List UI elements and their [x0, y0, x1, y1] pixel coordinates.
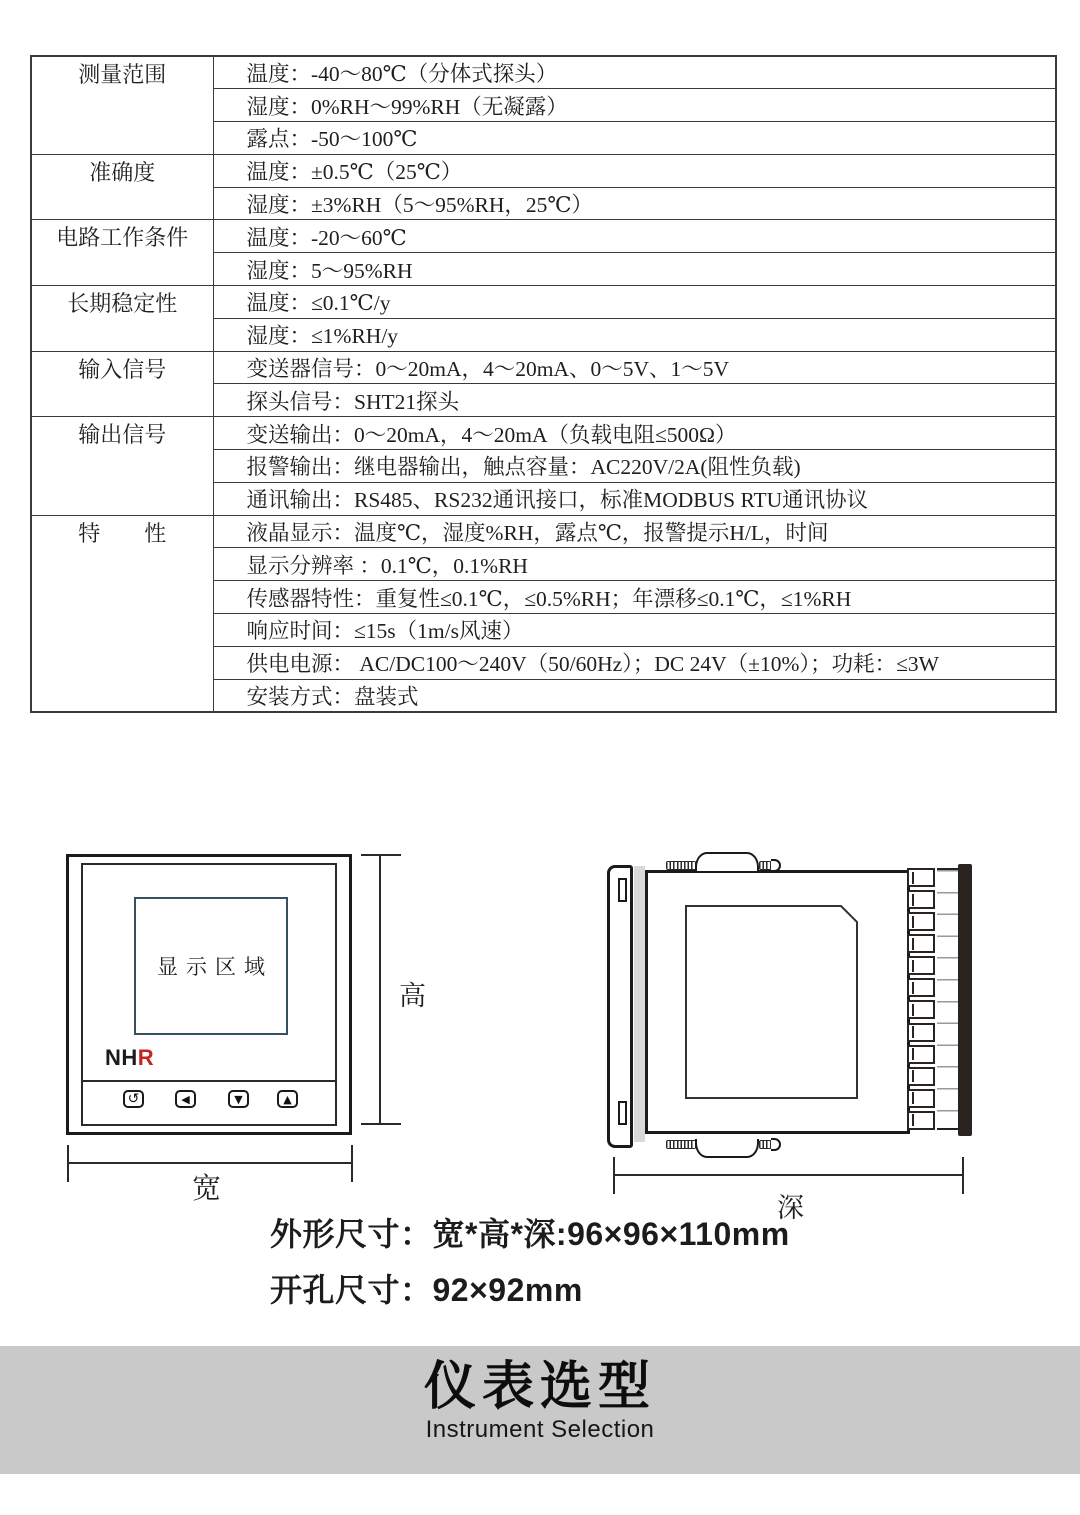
spec-value: 湿度：±3%RH（5～95%RH，25℃） — [213, 187, 1056, 220]
panel-gasket — [634, 866, 645, 1142]
spec-group-label-measure-range: 测量范围 — [31, 56, 213, 154]
spec-group-label-operating-conditions: 电路工作条件 — [31, 220, 213, 286]
spec-value: 显示分辨率 ：0.1℃，0.1%RH — [213, 548, 1056, 581]
spec-value: 探头信号：SHT21探头 — [213, 384, 1056, 417]
spec-value: 供电电源： AC/DC100～240V（50/60Hz）；DC 24V（±10%）；功耗：≤3W — [213, 646, 1056, 679]
mounting-bracket-top — [695, 852, 759, 871]
chassis-outline — [685, 905, 858, 1099]
spec-value: 通讯输出：RS485、RS232通讯接口，标准MODBUS RTU通讯协议 — [213, 482, 1056, 515]
down-button — [228, 1090, 249, 1108]
cycle-arrow-icon: ↺ — [127, 1090, 140, 1107]
height-label: 高 — [399, 981, 426, 1011]
section-subtitle: Instrument Selection — [425, 1416, 655, 1443]
terminal-block — [907, 868, 937, 1130]
terminal-comb — [937, 868, 958, 1130]
spec-group-label-features: 特 性 — [31, 515, 213, 712]
bezel-clip-top — [618, 878, 627, 902]
terminal-back-bar — [958, 864, 972, 1136]
up-arrow-icon: ▲ — [283, 1092, 292, 1106]
spec-value: 安装方式：盘装式 — [213, 679, 1056, 712]
button-strip-divider — [81, 1080, 337, 1082]
spec-value: 温度：±0.5℃（25℃） — [213, 154, 1056, 187]
spec-value: 湿度：≤1%RH/y — [213, 318, 1056, 351]
spec-value: 变送器信号：0～20mA，4～20mA、0～5V、1～5V — [213, 351, 1056, 384]
left-arrow-icon: ◀ — [181, 1092, 190, 1106]
mounting-screw-head-bottom — [771, 1138, 781, 1151]
spec-value: 露点：-50～100℃ — [213, 122, 1056, 155]
spec-group-label-output-signal: 输出信号 — [31, 417, 213, 515]
cutout-size-text: 开孔尺寸：92×92mm — [270, 1272, 583, 1308]
spec-value: 传感器特性：重复性≤0.1℃，≤0.5%RH；年漂移≤0.1℃，≤1%RH — [213, 581, 1056, 614]
height-dimension-line — [361, 854, 401, 1125]
bezel-clip-bottom — [618, 1101, 627, 1125]
spec-value: 液晶显示：温度℃，湿度%RH，露点℃，报警提示H/L，时间 — [213, 515, 1056, 548]
terminal-cell — [907, 1023, 935, 1042]
left-button — [175, 1090, 196, 1108]
brand-logo-red-letter: R — [137, 1045, 155, 1070]
instrument-front-view — [66, 854, 352, 1135]
section-title: 仪表选型 — [423, 1358, 656, 1416]
spec-group-label-stability: 长期稳定性 — [31, 286, 213, 352]
spec-value: 变送输出：0～20mA，4～20mA（负载电阻≤500Ω） — [213, 417, 1056, 450]
spec-value: 温度：≤0.1℃/y — [213, 286, 1056, 319]
terminal-cell — [907, 1000, 935, 1019]
spec-value: 温度：-20～60℃ — [213, 220, 1056, 253]
terminal-cell — [907, 868, 935, 887]
spec-value: 湿度：5～95%RH — [213, 253, 1056, 286]
spec-group-label-input-signal: 输入信号 — [31, 351, 213, 417]
spec-group-label-accuracy: 准确度 — [31, 154, 213, 220]
mounting-screw-thread-bottom — [666, 1140, 696, 1149]
spec-value: 温度：-40～80℃（分体式探头） — [213, 56, 1056, 89]
outline-size-text: 外形尺寸：宽*高*深:96×96×110mm — [270, 1216, 790, 1252]
terminal-cell — [907, 1045, 935, 1064]
spec-value: 湿度：0%RH～99%RH（无凝露） — [213, 89, 1056, 122]
terminal-cell — [907, 956, 935, 975]
mounting-screw-thread-top — [666, 861, 696, 870]
terminal-cell — [907, 1111, 935, 1130]
instrument-side-view — [607, 852, 975, 1158]
terminal-cell — [907, 978, 935, 997]
up-button — [277, 1090, 298, 1108]
terminal-cell — [907, 934, 935, 953]
brand-logo — [105, 1047, 154, 1069]
spec-table — [30, 55, 1057, 713]
spec-value: 报警输出：继电器输出，触点容量：AC220V/2A(阻性负载) — [213, 450, 1056, 483]
down-arrow-icon: ▼ — [234, 1092, 243, 1106]
terminal-cell — [907, 1067, 935, 1086]
terminal-cell — [907, 1089, 935, 1108]
cycle-button — [123, 1090, 144, 1108]
terminal-cell — [907, 890, 935, 909]
width-label: 宽 — [192, 1173, 222, 1205]
mounting-bracket-bottom — [695, 1139, 759, 1158]
brand-logo-dark-letters: NH — [105, 1045, 138, 1070]
display-area-label: 显示区域 — [157, 955, 273, 979]
depth-label: 深 — [777, 1193, 804, 1223]
spec-value: 响应时间：≤15s（1m/s风速） — [213, 614, 1056, 647]
terminal-cell — [907, 912, 935, 931]
display-area — [134, 897, 288, 1035]
section-banner — [0, 1346, 1080, 1474]
